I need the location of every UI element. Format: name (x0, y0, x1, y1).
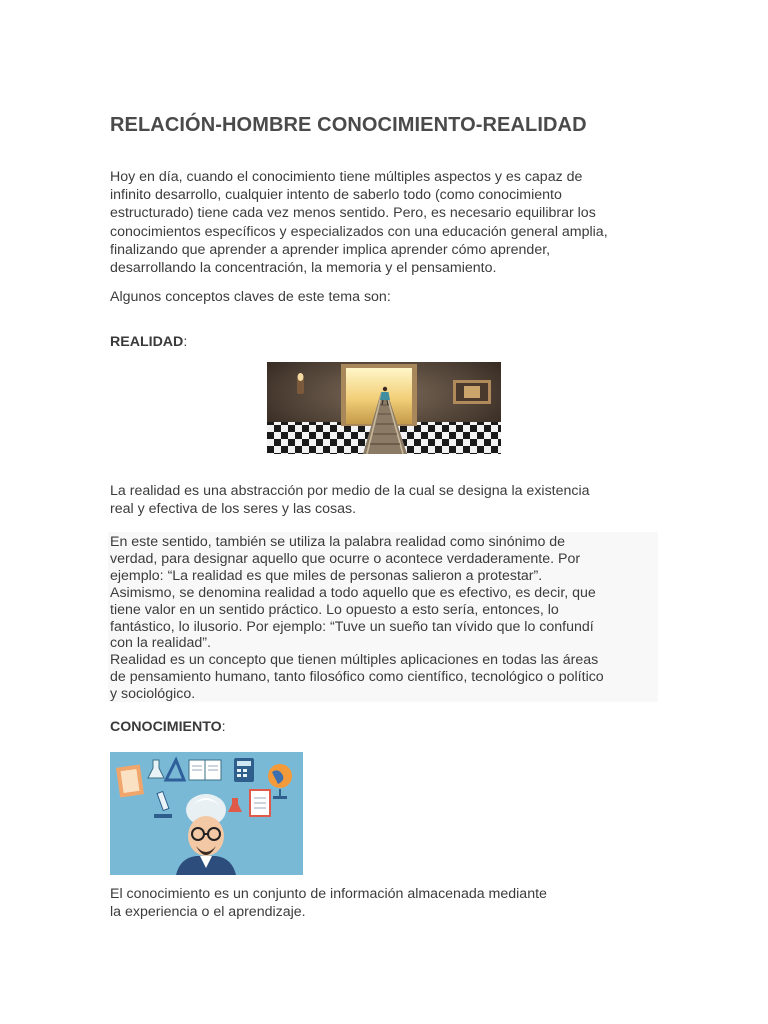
intro-line: desarrollando la concentración, la memoria y el pensamiento. (110, 260, 497, 277)
detail-line: y sociológico. (110, 686, 196, 703)
heading-colon: : (183, 334, 188, 350)
realidad-illustration (267, 362, 501, 454)
detail-line: En este sentido, también se utiliza la palabra realidad como sinónimo de (110, 534, 566, 550)
realidad-definition (110, 482, 590, 518)
page-title: RELACIÓN-HOMBRE CONOCIMIENTO-REALIDAD (110, 114, 587, 136)
intro-paragraph (110, 168, 608, 277)
intro-line: infinito desarrollo, cualquier intento de saberlo todo (como conocimiento (110, 187, 562, 204)
conocimiento-illustration (110, 752, 303, 875)
detail-line: fantástico, lo ilusorio. Por ejemplo: “Tuve un sueño tan vívido que lo confundí (110, 618, 594, 635)
definition-line: real y efectiva de los seres y las cosas. (110, 501, 357, 518)
conocimiento-heading-text: CONOCIMIENTO (110, 719, 222, 735)
detail-line: con la realidad”. (110, 635, 211, 652)
intro-line: conocimientos específicos y especializados con una educación general amplia, (110, 223, 608, 240)
intro-line: finalizando que aprender a aprender implica aprender cómo aprender, (110, 241, 551, 258)
realidad-heading-text: REALIDAD (110, 334, 184, 350)
definition-line: La realidad es una abstracción por medio de la cual se designa la existencia (110, 483, 590, 499)
definition-line: El conocimiento es un conjunto de información almacenada mediante (110, 886, 547, 902)
concepts-intro: Algunos conceptos claves de este tema son: (110, 289, 391, 305)
intro-line: Hoy en día, cuando el conocimiento tiene múltiples aspectos y es capaz de (110, 169, 583, 185)
heading-colon: : (221, 719, 226, 735)
detail-line: Realidad es un concepto que tienen múltiples aplicaciones en todas las áreas (110, 652, 599, 669)
detail-line: ejemplo: “La realidad es que miles de personas salieron a protestar”. (110, 567, 543, 584)
conocimiento-heading (110, 719, 226, 735)
detail-line: verdad, para designar aquello que ocurre o acontece verdaderamente. Por (110, 550, 581, 567)
realidad-detail (110, 534, 604, 703)
detail-line: Asimismo, se denomina realidad a todo aquello que es efectivo, es decir, que (110, 584, 596, 601)
detail-line: tiene valor en un sentido práctico. Lo opuesto a esto sería, entonces, lo (110, 601, 559, 618)
realidad-heading (110, 334, 187, 350)
conocimiento-definition (110, 885, 547, 921)
definition-line: la experiencia o el aprendizaje. (110, 904, 306, 921)
intro-line: estructurado) tiene cada vez menos sentido. Pero, es necesario equilibrar los (110, 205, 596, 222)
detail-line: de pensamiento humano, tanto filosófico como científico, tecnológico o político (110, 669, 604, 686)
